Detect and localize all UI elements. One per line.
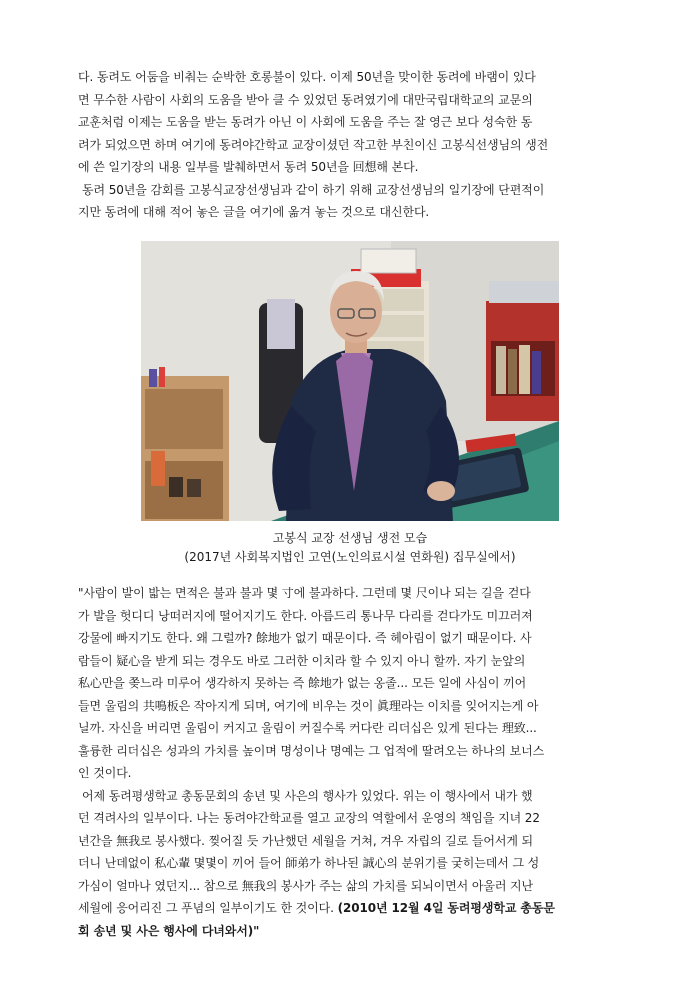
quote-line: 던 격려사의 일부이다. 나는 동려야간학교를 열고 교장의 역할에서 운영의 책임을 지녀 22 [78,811,540,825]
intro-line: 지만 동려에 대해 적어 놓은 글을 여기에 옮겨 놓는 것으로 대신한다. [78,205,430,219]
quote-line: 훌륭한 리더십은 성과의 가치를 높이며 명성이나 명예는 그 업적에 딸려오는 하나의 보너스 [78,743,545,758]
quote-line: 들면 울림의 共鳴板은 작아지게 되며, 여기에 비우는 것이 眞理라는 이치를 잊어지는게 아 [78,698,539,713]
quote-line: 인 것이다. [78,766,132,780]
quote-line: "사람이 발이 밟는 면적은 불과 불과 몇 寸에 불과하다. 그런데 몇 尺이나 되는 길을 걷다 [78,586,531,600]
closing-attribution-cont: 회 송년 및 사은 행사에 다녀와서)" [78,923,260,938]
intro-line: 려가 되었으면 하며 여기에 동려야간학교 교장이셨던 작고한 부친이신 고봉식선생님의 생전 [78,137,549,152]
quote-line: 더니 난데없이 私心輩 몇몇이 끼어 들어 師弟가 하나된 誠心의 분위기를 궂히는데서 그 성 [78,856,540,870]
intro-paragraph [78,66,626,224]
intro-line: 동려 50년을 감회를 고봉식교장선생님과 같이 하기 위해 교장선생님의 일기장에 단편적이 [82,182,545,197]
quote-line: 私心만을 쫒느라 미루어 생각하지 못하는 즉 餘地가 없는 옹졸... 모든 일에 사심이 끼어 [78,676,527,690]
quote-line [78,897,626,920]
intro-line: 다. 동려도 어둠을 비춰는 순박한 호롱불이 있다. 이제 50년을 맞이한 동려에 바램이 있다 [78,70,536,84]
intro-line: 면 무수한 사람이 사회의 도움을 받아 클 수 있었던 동려였기에 대만국립대학교의 교문의 [78,92,533,107]
intro-line: 에 쓴 일기장의 내용 일부를 발췌하면서 동려 50년을 回想해 본다. [78,160,419,174]
quote-line: 닐까. 자신을 버리면 울림이 커지고 울림이 커질수록 커다란 리더십은 있게 된다는 理致... [78,721,537,735]
photo-caption: 고봉식 교장 선생님 생전 모습 [272,531,428,545]
quote-line: 강물에 빠지기도 한다. 왜 그럴까? 餘地가 없기 때문이다. 즉 헤아림이 없기 때문이다. 사 [78,631,532,645]
quote-line: 가심이 얼마나 였던지... 참으로 無我의 봉사가 주는 삶의 가치를 되뇌이면서 아울러 지난 [78,878,534,893]
portrait-photo [141,241,559,521]
diary-quote [78,582,626,942]
closing-attribution: (2010년 12월 4일 동려평생학교 총동문 [337,901,555,915]
quote-line: 년간을 無我로 봉사했다. 찢어질 듯 가난했던 세월을 거쳐, 겨우 자립의 길로 들어서게 되 [78,833,534,848]
photo-caption-subtitle: (2017년 사회복지법인 고연(노인의료시설 연화원) 집무실에서) [184,550,516,564]
quote-line: 어제 동려평생학교 총동문회의 송년 및 사은의 행사가 있었다. 위는 이 행사에서 내가 했 [82,788,533,803]
intro-line: 교훈처럼 이제는 도움을 받는 동려가 아닌 이 사회에 도움을 주는 잘 영근 보다 성숙한 동 [78,115,533,129]
quote-line: 가 발을 헛디디 낭떠러지에 떨어지기도 한다. 아름드리 통나무 다리를 걷다가도 미끄러져 [78,608,533,623]
quote-line-text: 세월에 응어리진 그 푸념의 일부이기도 한 것이다. [78,901,334,915]
quote-line: 람들이 疑心을 받게 되는 경우도 바로 그러한 이치라 할 수 있지 아니 할까. 자기 눈앞의 [78,653,526,668]
